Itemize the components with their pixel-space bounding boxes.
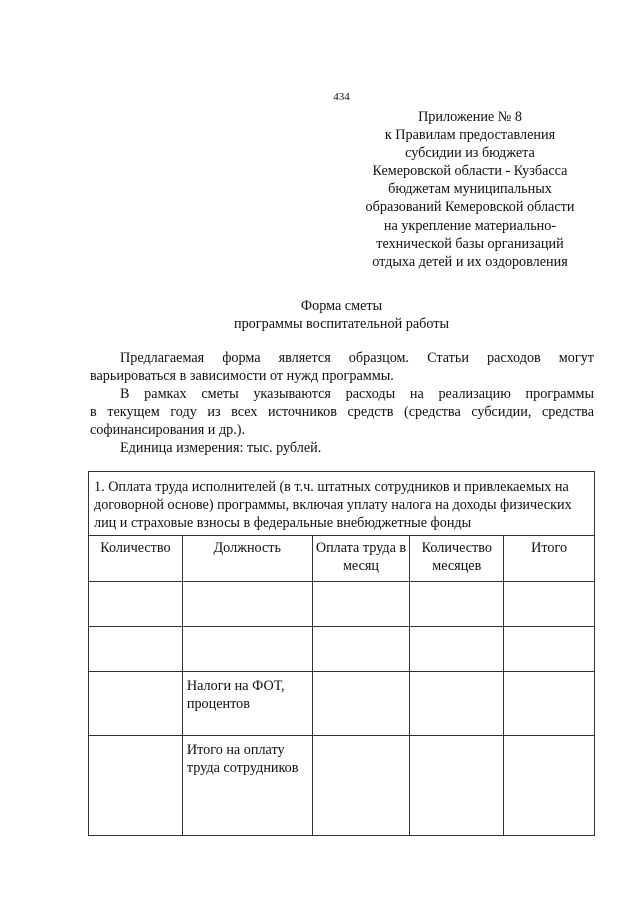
paragraph-1-line-2: варьироваться в зависимости от нужд программы. <box>90 368 394 384</box>
column-header-total: Итого <box>504 536 595 582</box>
table-cell <box>410 582 504 627</box>
table-cell <box>312 736 410 836</box>
page-number: 434 <box>333 91 350 103</box>
form-title <box>0 297 640 333</box>
appendix-line: технической базы организаций <box>376 235 564 252</box>
table-cell <box>504 582 595 627</box>
table-cell <box>504 736 595 836</box>
table-cell <box>89 672 183 736</box>
column-header-position: Должность <box>182 536 312 582</box>
paragraph-2-line-1: В рамках сметы указываются расходы на реализацию программы <box>120 386 594 402</box>
appendix-line: на укрепление материально- <box>383 217 557 234</box>
appendix-line: бюджетам муниципальных <box>388 181 552 198</box>
table-cell <box>182 627 312 672</box>
column-header-monthly-pay: Оплата труда в месяц <box>312 536 410 582</box>
table-cell <box>89 627 183 672</box>
form-title-line-2: программы воспитательной работы <box>234 316 449 332</box>
appendix-line: субсидии из бюджета <box>405 145 535 162</box>
paragraph-2-line-2: в текущем году из всех источников средств (средства субсидии, средства <box>90 404 594 420</box>
table-cell <box>312 582 410 627</box>
table-cell <box>410 627 504 672</box>
form-title-line-1: Форма сметы <box>300 298 383 314</box>
table-row <box>89 582 595 627</box>
table-row-taxes <box>89 672 595 736</box>
table-cell <box>504 672 595 736</box>
table-row <box>89 627 595 672</box>
taxes-label: Налоги на ФОТ, процентов <box>182 672 312 736</box>
table-cell <box>312 627 410 672</box>
paragraph-1-line-1: Предлагаемая форма является образцом. Статьи расходов могут <box>120 350 594 366</box>
paragraph-3: Единица измерения: тыс. рублей. <box>120 440 322 456</box>
body-text <box>90 349 594 457</box>
table-cell <box>89 582 183 627</box>
column-header-quantity: Количество <box>89 536 183 582</box>
appendix-line: образований Кемеровской области <box>365 199 575 216</box>
total-label: Итого на оплату труда сотрудников <box>182 736 312 836</box>
appendix-line: к Правилам предоставления <box>384 127 556 144</box>
column-header-months: Количество месяцев <box>410 536 504 582</box>
table-cell <box>504 627 595 672</box>
table-cell <box>410 736 504 836</box>
appendix-line: Кемеровской области - Кузбасса <box>372 163 568 180</box>
appendix-line: Приложение № 8 <box>418 109 522 125</box>
table-cell <box>182 582 312 627</box>
estimate-table <box>88 471 595 836</box>
table-cell <box>410 672 504 736</box>
appendix-line: отдыха детей и их оздоровления <box>372 253 568 270</box>
paragraph-2-line-3: софинансирования и др.). <box>90 422 246 438</box>
table-section-header: 1. Оплата труда исполнителей (в т.ч. штатных сотрудников и привлекаемых на договорной основе) программы, включая уплату налога на доходы физических лиц и страховые взносы в федеральные внебюджетные фонды <box>89 472 595 536</box>
appendix-header <box>342 108 598 271</box>
table-row-total <box>89 736 595 836</box>
table-cell <box>89 736 183 836</box>
table-cell <box>312 672 410 736</box>
